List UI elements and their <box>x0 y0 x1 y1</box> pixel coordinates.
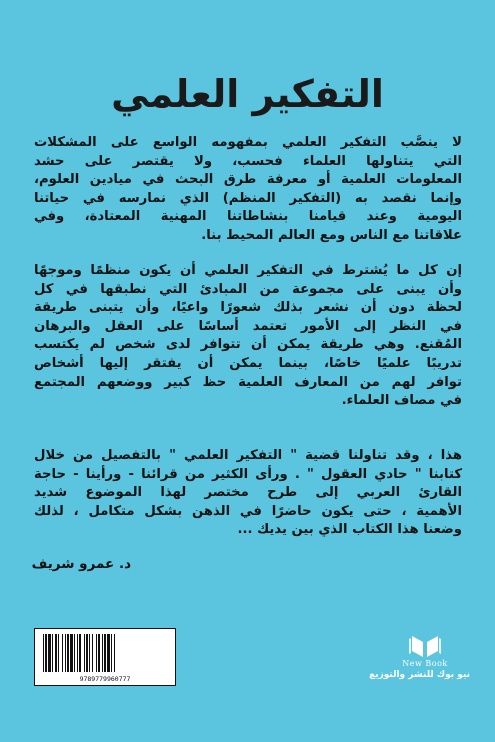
paragraph-3 <box>34 447 462 540</box>
paragraph-line: لا ينصَّب التفكير العلمي بمفهومه الواسع على المشكلات <box>34 135 462 150</box>
paragraph-line: المُقنع. وهي طريقة يمكن أن تتوافر لدى شخص لم يكتسب <box>34 337 462 353</box>
paragraph-line: وإنما نقصد به (التفكير المنظم) الذي نمارسه في حياتنا <box>34 190 462 206</box>
paragraph-line: في النظر إلى الأمور تعتمد أساسًا على العقل والبرهان <box>34 318 462 334</box>
isbn-number: 9789779960777 <box>79 675 131 683</box>
paragraph-line: وأن يبنى على مجموعة من المبادئ التي نطبقها في كل <box>34 281 462 297</box>
paragraph-line: لحظة دون أن نشعر بذلك شعورًا واعيًا، وأن يتبنى طريقة <box>34 300 462 316</box>
paragraph-line: توافر لهم من المعارف العلمية حظ كبير ووضعهم المجتمع <box>34 374 462 390</box>
barcode-bars <box>41 634 169 672</box>
publisher-logo <box>369 632 470 692</box>
paragraph-line: اليومية وعند قيامنا بنشاطاتنا المهنية المعتادة، وفي <box>34 209 462 225</box>
book-title: التفكير العلمي <box>111 72 384 116</box>
isbn-barcode <box>34 628 176 686</box>
publisher-name-en: New Book <box>402 659 448 668</box>
paragraph-line: القارئ العربي إلى طرح مختصر لهذا الموضوع شديد <box>34 485 462 501</box>
paragraph-line: وضعنا هذا الكتاب الذي بين يديك ... <box>237 522 462 538</box>
paragraph-2 <box>34 262 462 411</box>
paragraph-line: إن كل ما يُشترط في التفكير العلمي أن يكون منظمًا وموجهًا <box>34 263 462 278</box>
paragraph-line: في مصاف العلماء. <box>341 393 462 409</box>
paragraph-line: الأهمية ، حتى يكون حاضرًا في الذهن بشكل متكامل ، لذلك <box>34 503 462 519</box>
paragraph-line: المعلومات العلمية أو معرفة طرق البحث في ميادين العلوم، <box>34 172 462 188</box>
author-name: د. عمرو شريف <box>31 556 131 572</box>
paragraph-line: تدريبًا علميًا خاصًا، بينما يمكن أن يفتقر إليها أشخاص <box>34 355 462 371</box>
paragraph-line: التي يتناولها العلماء فحسب، ولا يقتصر على حشد <box>34 153 462 169</box>
paragraph-line: كتابنا " حادي العقول " . ورأى الكثير من قرائنا - ورأينا - حاجة <box>34 466 462 482</box>
paragraph-1 <box>34 134 462 246</box>
open-book-icon <box>408 632 442 658</box>
paragraph-line: علاقاتنا مع الناس ومع العالم المحيط بنا. <box>201 227 462 243</box>
publisher-name-ar: نيو بوك للنشر والتوزيع <box>369 670 470 680</box>
paragraph-line: هذا ، وقد تناولنا قضية " التفكير العلمي " بالتفصيل من خلال <box>34 448 462 463</box>
